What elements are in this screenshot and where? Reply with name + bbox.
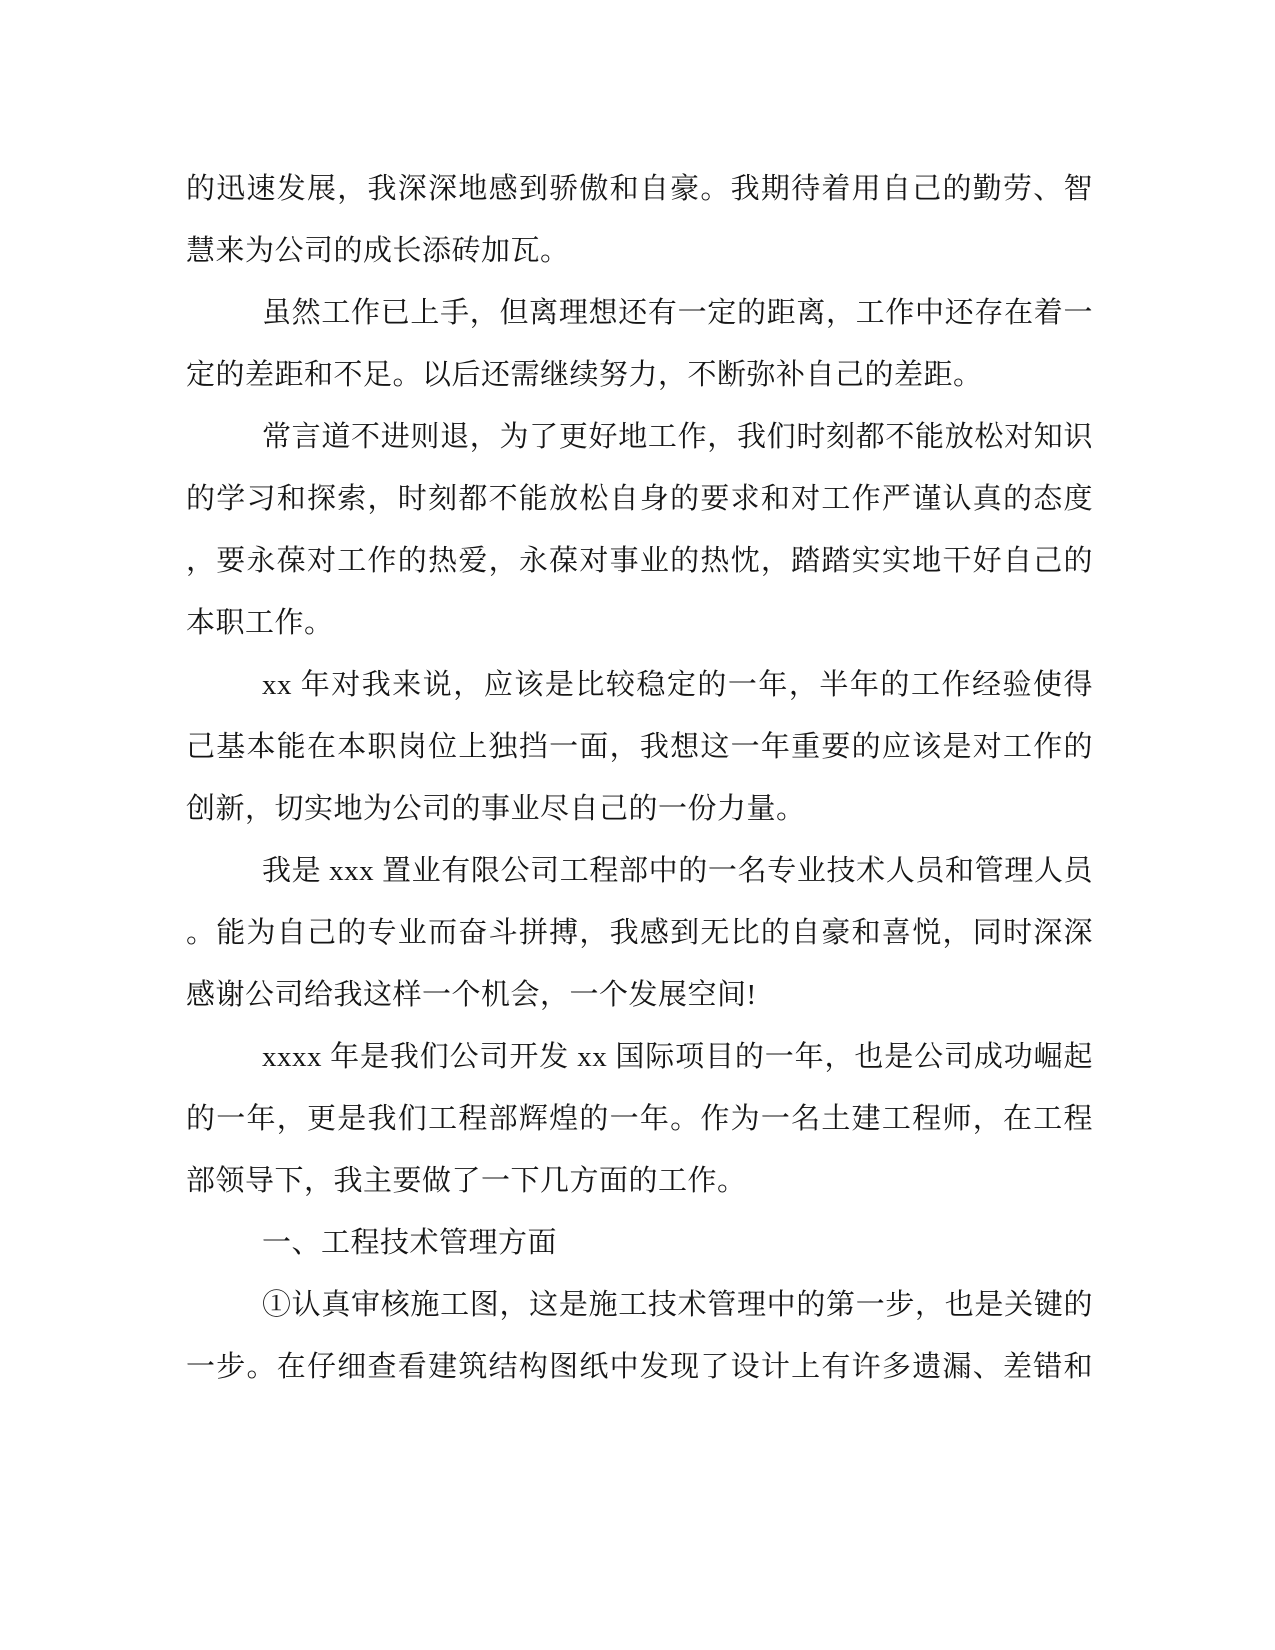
text-line: 创新，切实地为公司的事业尽自己的一份力量。	[186, 793, 806, 825]
text-line: 本职工作。	[186, 607, 334, 639]
text-line: 定的差距和不足。以后还需继续努力，不断弥补自己的差距。	[186, 359, 983, 391]
text-line: 的迅速发展，我深深地感到骄傲和自豪。我期待着用自己的勤劳、智	[186, 173, 1093, 205]
text-line: 我是 xxx 置业有限公司工程部中的一名专业技术人员和管理人员	[262, 855, 1093, 887]
text-line: 一步。在仔细查看建筑结构图纸中发现了设计上有许多遗漏、差错和	[186, 1351, 1093, 1383]
text-line: 己基本能在本职岗位上独挡一面，我想这一年重要的应该是对工作的	[186, 731, 1093, 763]
section-heading: 一、工程技术管理方面	[262, 1227, 558, 1259]
text-line: 常言道不进则退，为了更好地工作，我们时刻都不能放松对知识	[262, 421, 1093, 453]
text-line: 感谢公司给我这样一个机会，一个发展空间!	[186, 979, 757, 1011]
text-line: xxxx 年是我们公司开发 xx 国际项目的一年，也是公司成功崛起	[262, 1041, 1093, 1073]
text-line: ①认真审核施工图，这是施工技术管理中的第一步，也是关键的	[262, 1289, 1093, 1321]
text-line: ，要永葆对工作的热爱，永葆对事业的热忱，踏踏实实地干好自己的	[186, 545, 1093, 577]
document-text-block	[186, 158, 1093, 1398]
text-line: 的学习和探索，时刻都不能放松自身的要求和对工作严谨认真的态度	[186, 483, 1093, 515]
text-line: 慧来为公司的成长添砖加瓦。	[186, 235, 570, 267]
text-line: 部领导下，我主要做了一下几方面的工作。	[186, 1165, 747, 1197]
text-line: 虽然工作已上手，但离理想还有一定的距离，工作中还存在着一	[262, 297, 1093, 329]
text-line: xx 年对我来说，应该是比较稳定的一年，半年的工作经验使得	[262, 669, 1093, 701]
text-line: 。能为自己的专业而奋斗拼搏，我感到无比的自豪和喜悦，同时深深	[186, 917, 1093, 949]
text-line: 的一年，更是我们工程部辉煌的一年。作为一名土建工程师，在工程	[186, 1103, 1093, 1135]
